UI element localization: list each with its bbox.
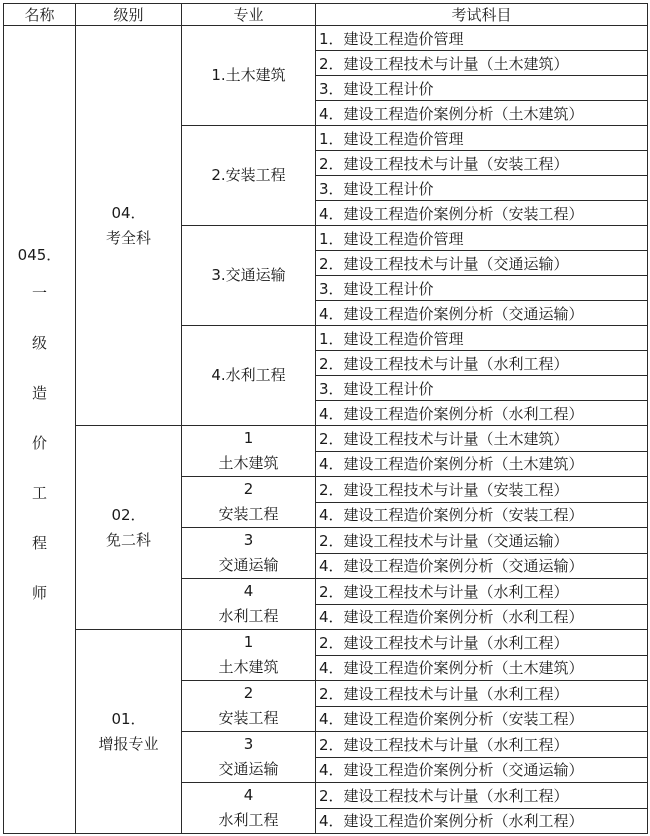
- major-label-line: 交通运输: [218, 760, 279, 778]
- subject-cell: 2．建设工程技术与计量（交通运输）: [316, 528, 648, 554]
- exam-subject-table: [3, 3, 648, 834]
- table-body: [4, 26, 648, 834]
- name-char: 师: [31, 583, 47, 602]
- subject-cell: 4．建设工程造价案例分析（安装工程）: [316, 706, 648, 732]
- subject-cell: 1．建设工程造价管理: [316, 26, 648, 51]
- subject-cell: 2．建设工程技术与计量（交通运输）: [316, 251, 648, 276]
- header-name: 名称: [4, 4, 76, 26]
- table-row: [4, 630, 648, 656]
- header-subject: 考试科目: [316, 4, 648, 26]
- level-label-line: 02．: [111, 505, 146, 524]
- subject-cell: 2．建设工程技术与计量（水利工程）: [316, 351, 648, 376]
- name-char: 级: [31, 333, 47, 352]
- subject-cell: 4．建设工程造价案例分析（土木建筑）: [316, 451, 648, 477]
- subject-cell: 2．建设工程技术与计量（水利工程）: [316, 630, 648, 656]
- major-cell: [182, 326, 316, 426]
- major-label-line: 安装工程: [218, 505, 279, 523]
- subject-cell: 4．建设工程造价案例分析（交通运输）: [316, 301, 648, 326]
- major-label-line: 土木建筑: [218, 454, 279, 472]
- subject-cell: 2．建设工程技术与计量（安装工程）: [316, 151, 648, 176]
- major-cell: [182, 732, 316, 783]
- level-label-line: 04．: [111, 203, 146, 222]
- major-label-line: 4: [243, 786, 254, 804]
- major-label-line: 1: [243, 429, 254, 447]
- major-label-line: 土木建筑: [218, 658, 279, 676]
- major-label-line: 4.水利工程: [211, 366, 286, 384]
- major-cell: [182, 226, 316, 326]
- level-cell: [76, 630, 182, 834]
- major-label-line: 3.交通运输: [211, 266, 286, 284]
- subject-cell: 2．建设工程技术与计量（土木建筑）: [316, 51, 648, 76]
- subject-cell: 2．建设工程技术与计量（安装工程）: [316, 477, 648, 503]
- major-label-line: 水利工程: [218, 607, 279, 625]
- major-cell: [182, 630, 316, 681]
- header-major: 专业: [182, 4, 316, 26]
- major-label-line: 安装工程: [218, 709, 279, 727]
- subject-cell: 2．建设工程技术与计量（水利工程）: [316, 732, 648, 758]
- level-cell: [76, 26, 182, 426]
- subject-cell: 4．建设工程造价案例分析（交通运输）: [316, 553, 648, 579]
- major-cell: [182, 126, 316, 226]
- subject-cell: 4．建设工程造价案例分析（水利工程）: [316, 604, 648, 630]
- subject-cell: 4．建设工程造价案例分析（土木建筑）: [316, 101, 648, 126]
- major-label-line: 1.土木建筑: [211, 66, 286, 84]
- subject-cell: 2．建设工程技术与计量（水利工程）: [316, 783, 648, 809]
- subject-cell: 4．建设工程造价案例分析（土木建筑）: [316, 655, 648, 681]
- level-label-line: 考全科: [105, 228, 151, 247]
- subject-cell: 2．建设工程技术与计量（土木建筑）: [316, 426, 648, 452]
- subject-cell: 4．建设工程造价案例分析（交通运输）: [316, 757, 648, 783]
- major-label-line: 2.安装工程: [211, 166, 286, 184]
- major-label-line: 水利工程: [218, 811, 279, 829]
- subject-cell: 4．建设工程造价案例分析（安装工程）: [316, 502, 648, 528]
- subject-cell: 3．建设工程计价: [316, 376, 648, 401]
- level-label-line: 增报专业: [98, 734, 159, 753]
- subject-cell: 4．建设工程造价案例分析（水利工程）: [316, 808, 648, 834]
- subject-cell: 2．建设工程技术与计量（水利工程）: [316, 579, 648, 605]
- name-char: 价: [31, 433, 47, 452]
- name-char: 造: [31, 383, 47, 402]
- name-char: 045．: [17, 245, 62, 264]
- subject-cell: 1．建设工程造价管理: [316, 226, 648, 251]
- level-label-line: 01．: [111, 709, 146, 728]
- name-cell: [4, 26, 76, 834]
- subject-cell: 1．建设工程造价管理: [316, 326, 648, 351]
- table-row: [4, 26, 648, 51]
- major-label-line: 4: [243, 582, 254, 600]
- header-row: [4, 4, 648, 26]
- subject-cell: 3．建设工程计价: [316, 176, 648, 201]
- major-label-line: 3: [243, 735, 254, 753]
- major-cell: [182, 528, 316, 579]
- major-cell: [182, 477, 316, 528]
- table-row: [4, 426, 648, 452]
- subject-cell: 4．建设工程造价案例分析（水利工程）: [316, 401, 648, 426]
- subject-cell: 3．建设工程计价: [316, 276, 648, 301]
- major-cell: [182, 681, 316, 732]
- major-cell: [182, 26, 316, 126]
- name-char: 一: [31, 283, 47, 302]
- subject-cell: 3．建设工程计价: [316, 76, 648, 101]
- subject-cell: 4．建设工程造价案例分析（安装工程）: [316, 201, 648, 226]
- name-char: 工: [31, 483, 47, 502]
- major-cell: [182, 426, 316, 477]
- major-cell: [182, 783, 316, 834]
- major-label-line: 1: [243, 633, 254, 651]
- header-level: 级别: [76, 4, 182, 26]
- major-cell: [182, 579, 316, 630]
- major-label-line: 3: [243, 531, 254, 549]
- subject-cell: 2．建设工程技术与计量（水利工程）: [316, 681, 648, 707]
- level-label-line: 免二科: [105, 530, 151, 549]
- major-label-line: 交通运输: [218, 556, 279, 574]
- major-label-line: 2: [243, 684, 254, 702]
- name-char: 程: [31, 533, 47, 552]
- level-cell: [76, 426, 182, 630]
- major-label-line: 2: [243, 480, 254, 498]
- subject-cell: 1．建设工程造价管理: [316, 126, 648, 151]
